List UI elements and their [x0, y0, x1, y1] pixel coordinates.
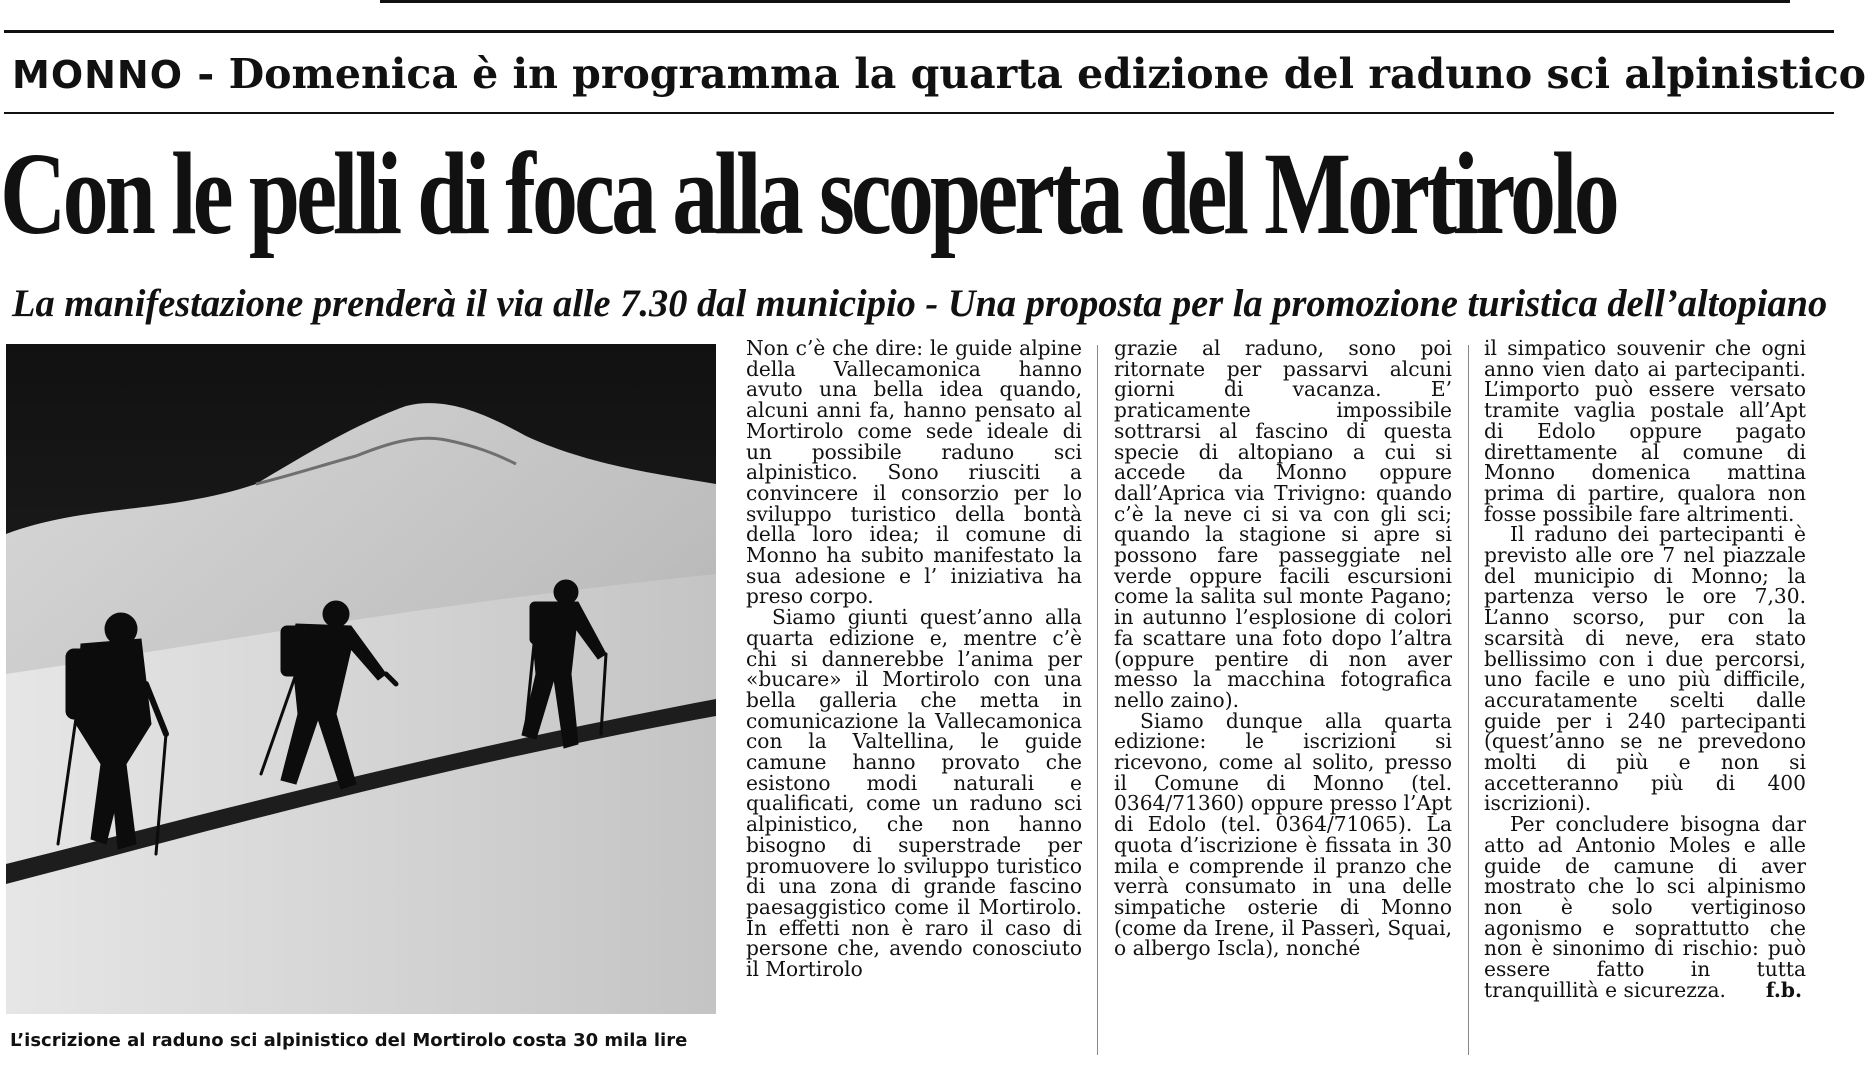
kicker-line [12, 44, 1866, 104]
article-column-2 [1114, 338, 1452, 1058]
paragraph: Siamo dunque alla quarta edizione: le iscrizioni si ricevono, come al solito, presso il Comune di Monno (tel. 0364/71360) oppure presso l’Apt di Edolo (tel. 0364/71065). La quota d’iscrizione è fissata in 30 mila e comprende il pranzo che verrà consumato in una delle simpatiche osterie di Monno (come da Irene, il Passerì, Squai, o albergo Iscla), nonché [1114, 708, 1453, 961]
kicker-location: MONNO [12, 53, 184, 97]
kicker-top-rule [4, 30, 1834, 33]
skiers-photo [6, 344, 716, 1014]
kicker-text: - Domenica è in programma la quarta edizione del raduno sci alpinistico [183, 50, 1866, 98]
article-column-3 [1484, 338, 1806, 1058]
paragraph: Il raduno dei partecipanti è previsto alle ore 7 nel piazzale del municipio di Monno; la partenza verso le ore 7,30. L’anno scorso, pur con la scarsità di neve, era stato bellissimo con i due percorsi, uno facile e uno più difficile, accuratamente scelti dalle guide per i 240 partecipanti (quest’anno se ne prevedono molti di più e non si accetteranno più di 400 iscrizioni). [1484, 522, 1806, 816]
paragraph: Non c’è che dire: le guide alpine della Vallecamonica hanno avuto una bella idea quando, alcuni anni fa, hanno pensato al Mortirolo come sede ideale di un possibile raduno sci alpinistico. Sono riusciti a convincere il consorzio per lo sviluppo turistico della bontà della loro idea; il comune di Monno ha subito manifestato la sua adesione e l’ iniziativa ha preso corpo. [746, 336, 1082, 609]
column-rule-2 [1468, 345, 1469, 1055]
column-rule-1 [1097, 345, 1098, 1055]
top-rule [380, 0, 1790, 3]
paragraph-text: Per concludere bisogna dar atto ad Antonio Moles e alle guide de camune di aver mostrato che lo sci alpinismo non è solo vertiginoso agonismo e soprattutto che non è sinonimo di rischio: può essere fatto in tutta tranquillità e sicurezza. [1484, 812, 1806, 1002]
author-signature: f.b. [1765, 977, 1802, 1002]
subheadline: La manifestazione prenderà il via alle 7.30 dal municipio - Una proposta per la promozione turistica dell’altopiano [12, 282, 1828, 325]
paragraph: grazie al raduno, sono poi ritornate per passarvi alcuni giorni di vacanza. E’ praticamente impossibile sottrarsi al fascino di questa specie di altopiano a cui si accede da Monno oppure dall’Aprica via Trivigno: quando c’è la neve ci si va con gli sci; quando la stagione si apre si possono fare passeggiate nel verde oppure facili escursioni come la salita sul monte Pagano; in autunno l’esplosione di colori fa scattare una foto dopo l’altra (oppure pentire di non aver messo la macchina fotografica nello zaino). [1114, 336, 1452, 712]
kicker-bottom-rule [4, 112, 1834, 114]
paragraph: il simpatico souvenir che ogni anno vien dato ai partecipanti. L’importo può essere versato tramite vaglia postale all’Apt di Edolo oppure pagato direttamente al comune di Monno domenica mattina prima di partire, qualora non fosse possibile fare altrimenti. [1484, 336, 1806, 526]
photo-caption: L’iscrizione al raduno sci alpinistico del Mortirolo costa 30 mila lire [10, 1030, 688, 1051]
paragraph [1484, 814, 1806, 1000]
paragraph: Siamo giunti quest’anno alla quarta edizione e, mentre c’è chi si dannerebbe l’anima per «bucare» il Mortirolo con una bella galleria che metta in comunicazione la Vallecamonica con la Valtellina, le guide camune hanno provato che esistono modi naturali e qualificati, come un raduno sci alpinistico, che non hanno bisogno di superstrade per promuovere lo sviluppo turistico di una zona di grande fascino paesaggistico come il Mortirolo. In effetti non è raro il caso di persone che, avendo conosciuto il Mortirolo [746, 605, 1082, 982]
headline: Con le pelli di foca alla scoperta del Mortirolo [0, 128, 1616, 259]
article-column-1 [746, 338, 1082, 1058]
